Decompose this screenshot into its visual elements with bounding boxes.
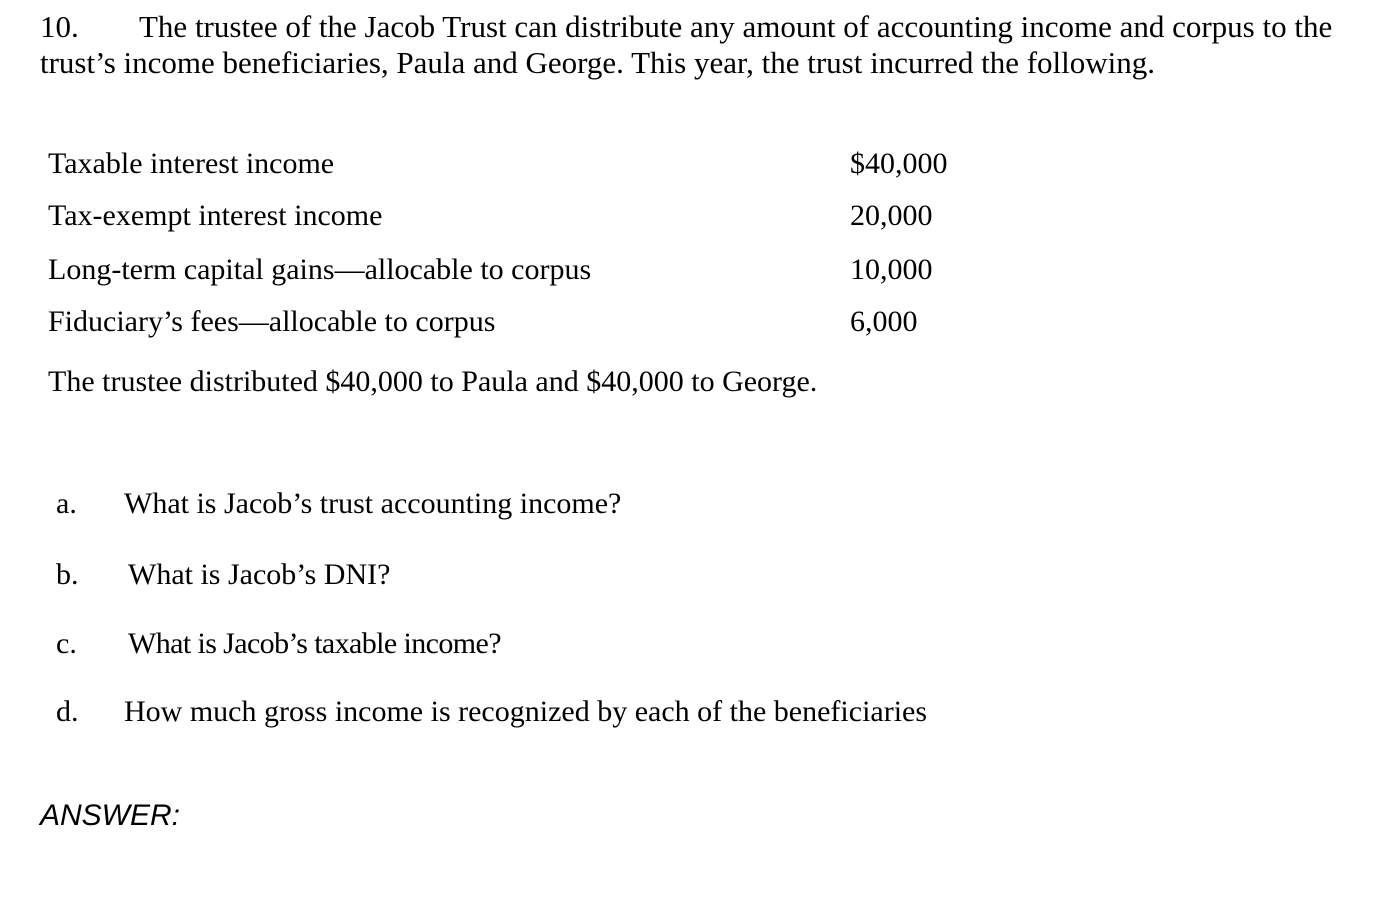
question-letter-a: a. — [56, 487, 77, 520]
income-item-label: Long-term capital gains—allocable to corpus — [48, 253, 592, 286]
problem-number: 10. — [40, 9, 79, 44]
question-text-a: What is Jacob’s trust accounting income? — [124, 487, 622, 520]
answer-label: ANSWER: — [40, 799, 181, 832]
question-letter-d: d. — [56, 695, 79, 728]
income-item-value: 20,000 — [850, 199, 933, 232]
income-item-label: Tax-exempt interest income — [48, 199, 383, 232]
question-text-b: What is Jacob’s DNI? — [128, 558, 391, 591]
income-item-value: $40,000 — [850, 147, 948, 180]
question-letter-b: b. — [56, 558, 79, 591]
question-text-d: How much gross income is recognized by each of the beneficiaries — [124, 695, 928, 728]
distribution-note: The trustee distributed $40,000 to Paula and $40,000 to George. — [48, 365, 818, 398]
income-item-label: Fiduciary’s fees—allocable to corpus — [48, 305, 496, 338]
problem-intro-line-1: The trustee of the Jacob Trust can distribute any amount of accounting income and corpus to the — [139, 9, 1333, 44]
income-item-value: 6,000 — [850, 305, 918, 338]
question-text-c: What is Jacob’s taxable income? — [128, 627, 501, 660]
income-item-label: Taxable interest income — [48, 147, 335, 180]
problem-intro-line-2: trust’s income beneficiaries, Paula and George. This year, the trust incurred the following. — [40, 45, 1156, 80]
question-letter-c: c. — [56, 627, 77, 660]
income-item-value: 10,000 — [850, 253, 933, 286]
